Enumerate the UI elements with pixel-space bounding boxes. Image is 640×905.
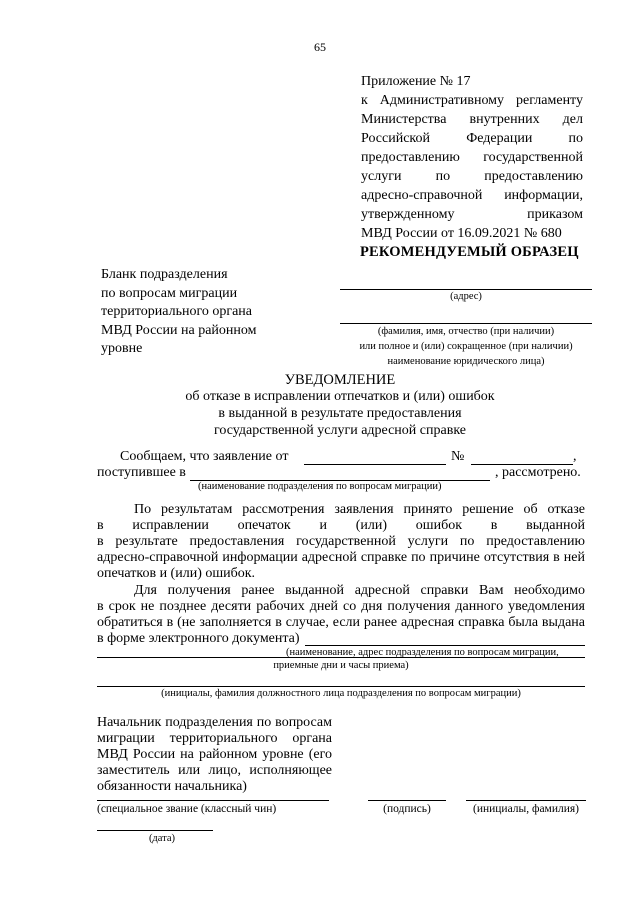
considered-label: , рассмотрено. xyxy=(495,465,581,480)
date-field-line[interactable] xyxy=(97,830,213,831)
notice-text-start: Сообщаем, что заявление от xyxy=(120,449,289,464)
chief-line: обязанности начальника) xyxy=(97,779,247,794)
office-field-line-2[interactable] xyxy=(97,657,585,658)
addressee-caption-line: или полное и (или) сокращенное (при наличии) xyxy=(359,341,573,352)
chief-line: заместитель или лицо, исполняющее xyxy=(97,763,332,778)
recommended-sample-heading: РЕКОМЕНДУЕМЫЙ ОБРАЗЕЦ xyxy=(360,244,579,260)
addressee-caption-line: (фамилия, имя, отчество (при наличии) xyxy=(377,326,555,337)
chief-line: миграции территориального органа xyxy=(97,731,332,746)
blank-line: МВД России на районном xyxy=(101,322,257,338)
signature-field-line[interactable] xyxy=(368,800,446,801)
paragraph2-line: в срок не позднее десяти рабочих дней со дня получения данного уведомления xyxy=(97,599,585,614)
blank-line: по вопросам миграции xyxy=(101,285,238,301)
notice-title: УВЕДОМЛЕНИЕ xyxy=(284,372,396,388)
appendix-line: адресно-справочной информации, xyxy=(361,188,583,203)
signature-caption: (подпись) xyxy=(383,803,431,815)
office-field-line[interactable] xyxy=(305,645,585,646)
paragraph1-line: опечатков и (или) ошибок. xyxy=(97,566,256,581)
blank-block xyxy=(101,266,291,359)
notice-subtitle-line: в выданной в результате предоставления xyxy=(218,406,462,421)
appendix-line: услуги по предоставлению xyxy=(361,169,583,184)
initials-field-line[interactable] xyxy=(466,800,586,801)
appendix-line: к Административному регламенту xyxy=(361,93,583,108)
notice-subtitle-line: государственной услуги адресной справке xyxy=(213,423,466,438)
office-caption: (наименование, адрес подразделения по вопросам миграции, xyxy=(286,647,559,658)
appendix-line: МВД России от 16.09.2021 № 680 xyxy=(361,226,562,241)
date-caption: (дата) xyxy=(148,833,176,844)
official-field-line[interactable] xyxy=(97,686,585,687)
received-in-label: поступившее в xyxy=(97,465,186,480)
paragraph1-line: в исправлении опечаток и (или) ошибок в выданной xyxy=(97,518,585,533)
address-caption: (адрес) xyxy=(450,291,482,302)
chief-line: Начальник подразделения по вопросам xyxy=(97,715,332,730)
official-caption: (инициалы, фамилия должностного лица подразделения по вопросам миграции) xyxy=(161,688,521,699)
paragraph1-line: адресно-справочной информации адресной справке по причине отсутствия в ней xyxy=(97,550,585,565)
address-field-line[interactable] xyxy=(340,289,592,290)
paragraph1-line: в результате предоставления государственной услуги по предоставлению xyxy=(97,534,585,549)
blank-line: территориального органа xyxy=(101,304,253,319)
notice-comma: , xyxy=(573,449,577,464)
paragraph2-line: Для получения ранее выданной адресной справки Вам необходимо xyxy=(134,583,585,598)
paragraph2-line: обратиться в (не заполняется в случае, если ранее адресная справка была выдана xyxy=(97,615,585,630)
page-number: 65 xyxy=(314,40,326,54)
appendix-block xyxy=(361,72,583,243)
appendix-line: Министерства внутренних дел xyxy=(361,112,583,127)
appendix-line: Российской Федерации по xyxy=(361,131,583,146)
blank-line: Бланк подразделения xyxy=(101,267,228,282)
initials-caption: (инициалы, фамилия) xyxy=(472,803,580,815)
addressee-caption-line: наименование юридического лица) xyxy=(387,356,545,367)
hours-caption: приемные дни и часы приема) xyxy=(273,660,409,671)
paragraph2-line: в форме электронного документа) xyxy=(97,631,300,646)
blank-line: уровне xyxy=(101,341,143,356)
number-sign: № xyxy=(451,449,465,464)
appendix-line: Приложение № 17 xyxy=(361,74,471,89)
notice-subtitle-line: об отказе в исправлении отпечатков и (или) ошибок xyxy=(185,389,495,404)
appendix-line: утвержденному приказом xyxy=(361,207,583,222)
rank-caption: (специальное звание (классный чин) xyxy=(97,803,277,815)
addressee-field-line[interactable] xyxy=(340,323,592,324)
chief-line: МВД России на районном уровне (его xyxy=(97,747,332,762)
appendix-line: предоставлению государственной xyxy=(361,150,583,165)
department-caption: (наименование подразделения по вопросам миграции) xyxy=(198,481,442,492)
application-date-field[interactable] xyxy=(304,464,446,465)
paragraph1-line: По результатам рассмотрения заявления принято решение об отказе xyxy=(134,502,585,517)
rank-field-line[interactable] xyxy=(97,800,329,801)
